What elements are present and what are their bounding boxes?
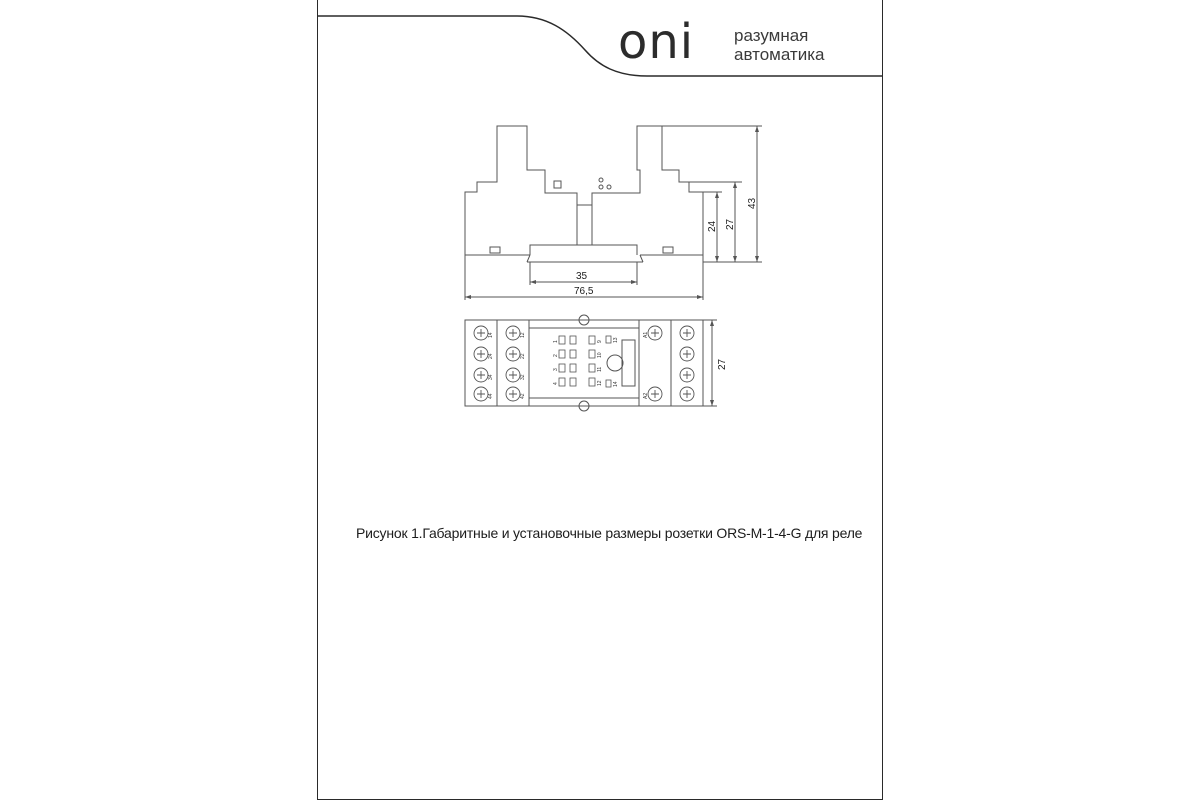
contact-1-label: 1 [553, 340, 559, 343]
dim-27-top-label: 27 [717, 358, 728, 370]
contact-3-label: 3 [553, 368, 559, 371]
contact-14-label: 14 [613, 381, 619, 387]
side-view-outline [465, 126, 703, 255]
contact-12-label: 12 [597, 380, 603, 386]
contact-13-label: 13 [613, 337, 619, 343]
dim-24-label: 24 [707, 220, 718, 232]
terminal-a1-label: A1 [643, 331, 649, 338]
terminal-24-label: 24 [488, 353, 494, 359]
brand-tagline-1: разумная [734, 26, 809, 45]
terminal-42-label: 42 [520, 393, 526, 399]
terminal-22-label: 22 [520, 353, 526, 359]
brand-logo: oni [618, 14, 695, 70]
dim-43-label: 43 [747, 197, 758, 209]
terminal-34-label: 34 [488, 374, 494, 380]
terminal-32-label: 32 [520, 374, 526, 380]
terminal-a2-label: A2 [643, 392, 649, 399]
top-view-outline [465, 320, 703, 406]
contact-9-label: 9 [597, 340, 603, 343]
contact-2-label: 2 [553, 354, 559, 357]
terminal-44-label: 44 [488, 393, 494, 399]
contact-10-label: 10 [597, 352, 603, 358]
dim-76-5-label: 76,5 [574, 286, 594, 297]
terminal-14-label: 14 [488, 332, 494, 338]
terminal-12-label: 12 [520, 332, 526, 338]
contact-11-label: 11 [597, 366, 603, 372]
dim-35-label: 35 [576, 271, 588, 282]
brand-tagline-2: автоматика [734, 45, 825, 64]
figure-caption: Рисунок 1.Габаритные и установочные размеры розетки ORS-M-1-4-G для реле [356, 525, 863, 541]
contact-4-label: 4 [553, 382, 559, 385]
dim-27-side-label: 27 [725, 218, 736, 230]
dimension-drawing [317, 0, 883, 520]
